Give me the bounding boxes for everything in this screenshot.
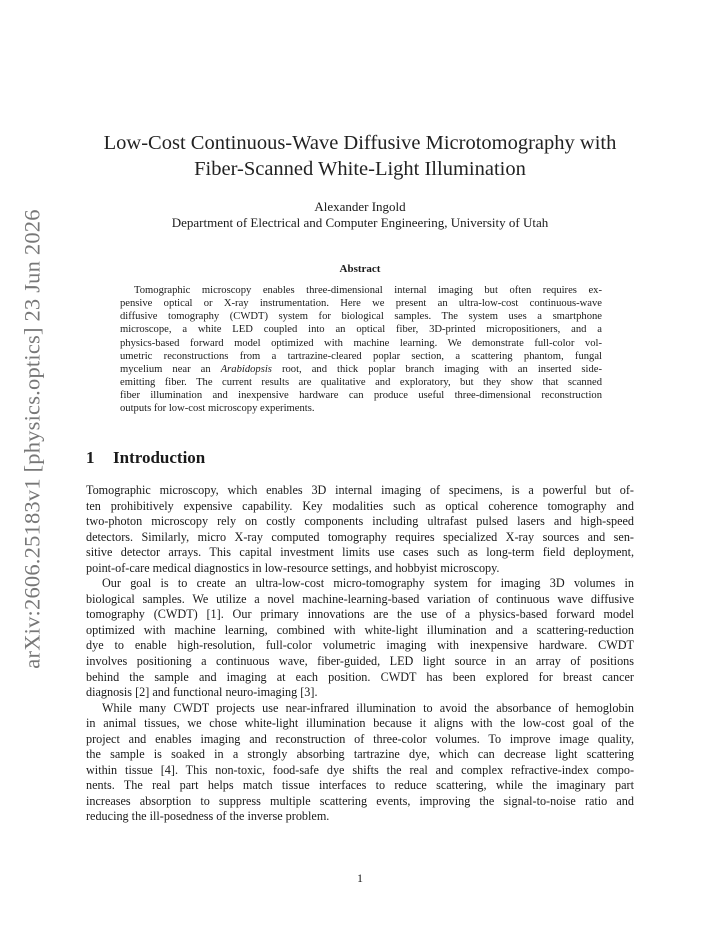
paragraph xyxy=(86,483,634,576)
section-number: 1 xyxy=(86,448,95,467)
body-line: nents. The real part helps match tissue interfaces to reduce scattering, while the imaginary part xyxy=(86,778,634,793)
paragraph xyxy=(86,576,634,700)
body-line: involves positioning a continuous wave, fiber-guided, LED light source in an array of positions xyxy=(86,654,634,669)
body-line: project and enables imaging and reconstruction of three-color volumes. To improve image quality, xyxy=(86,731,634,746)
title-line: Low-Cost Continuous-Wave Diffusive Microtomography with xyxy=(103,132,617,154)
body-line: Tomographic microscopy, which enables 3D internal imaging of specimens, is a powerful but of- xyxy=(86,483,634,497)
abstract-line: diffusive tomography (CWDT) system for biological samples. The system uses a smartphone xyxy=(120,311,602,323)
body-line: While many CWDT projects use near-infrared illumination to avoid the absorbance of hemoglobin xyxy=(102,700,634,715)
body-line: diagnosis [2] and functional neuro-imaging [3]. xyxy=(86,685,318,700)
paper-title xyxy=(86,130,634,182)
introduction-body xyxy=(86,483,634,825)
abstract-line xyxy=(120,363,602,376)
abstract-line: Tomographic microscopy enables three-dimensional internal imaging but often requires ex- xyxy=(134,285,602,296)
body-line: two-photon microscopy rely on costly components including ultrafast pulsed lasers and high-speed xyxy=(86,514,634,529)
title-line: Fiber-Scanned White-Light Illumination xyxy=(194,158,526,180)
body-line: behind the sample and imaging at each position. CWDT has been explored for breast cancer xyxy=(86,669,634,684)
body-line: dye to enable high-resolution, full-color volumetric imaging with inexpensive hardware. CWDT xyxy=(86,638,634,653)
body-line: point-of-care medical diagnostics in low-resource settings, and hobbyist microscopy. xyxy=(86,560,500,575)
body-line: reducing the ill-posedness of the inverse problem. xyxy=(86,809,330,824)
abstract-text-segment: root, and thick poplar branch imaging with an inserted side- xyxy=(271,363,602,375)
body-line: the sample is soaked in a strongly absorbing tartrazine dye, which can decrease light scattering xyxy=(86,747,634,762)
abstract-line: fiber illumination and inexpensive hardware can produce useful three-dimensional reconstruction xyxy=(120,390,602,402)
body-line: biological samples. We utilize a novel machine-learning-based variation of continuous wave diffusive xyxy=(86,591,634,606)
abstract-text-segment: mycelium near an xyxy=(120,363,221,375)
arxiv-identifier-stamp xyxy=(12,208,54,669)
body-line: detectors. Similarly, micro X-ray computed tomography requires specialized X-ray sources and sen- xyxy=(86,529,634,544)
arxiv-identifier-text: arXiv:2606.25183v1 [physics.optics] 23 Jun 2026 xyxy=(20,208,45,669)
abstract-line: microscope, a white LED coupled into an optical fiber, 3D-printed micropositioners, and a xyxy=(120,324,602,336)
section-title: Introduction xyxy=(113,448,206,467)
body-line: within tissue [4]. This non-toxic, food-safe dye shifts the real and complex refractive-index compo- xyxy=(86,762,634,777)
author-name: Alexander Ingold xyxy=(314,199,406,214)
body-line: sitive detector arrays. This capital investment limits use cases such as long-term field deployment, xyxy=(86,545,634,560)
abstract-line: physics-based forward model optimized with machine learning. We demonstrate full-color vol- xyxy=(120,337,602,349)
body-line: tomography (CWDT) [1]. Our primary innovations are the use of a physics-based forward model xyxy=(86,607,634,622)
body-line: Our goal is to create an ultra-low-cost micro-tomography system for imaging 3D volumes in xyxy=(102,576,634,591)
body-line: optimized with machine learning, combined with white-light illumination and a scattering-reduction xyxy=(86,622,634,637)
abstract-line: umetric reconstructions from a tartrazine-cleared poplar section, a scattering phantom, fungal xyxy=(120,350,602,362)
body-line: increases absorption to suppress multiple scattering events, improving the signal-to-noise ratio and xyxy=(86,793,634,808)
page-number: 1 xyxy=(357,871,363,885)
author-affiliation: Department of Electrical and Computer Engineering, University of Utah xyxy=(171,215,549,230)
abstract-line: outputs for low-cost microscopy experiments. xyxy=(120,403,315,415)
abstract-line: emitting fiber. The current results are qualitative and exploratory, but they show that scanned xyxy=(120,377,602,389)
section-heading xyxy=(86,447,205,469)
paragraph xyxy=(86,701,634,825)
species-name: Arabidopsis xyxy=(220,363,272,375)
body-line: ten prohibitively expensive capability. Key modalities such as optical coherence tomography and xyxy=(86,498,634,513)
abstract-heading: Abstract xyxy=(339,263,381,275)
abstract-body xyxy=(120,284,602,416)
body-line: in animal tissues, we chose white-light illumination because it aligns with the low-cost goal of the xyxy=(86,716,634,731)
abstract-line: pensive optical or X-ray instrumentation. Here we present an ultra-low-cost continuous-wave xyxy=(120,298,602,310)
